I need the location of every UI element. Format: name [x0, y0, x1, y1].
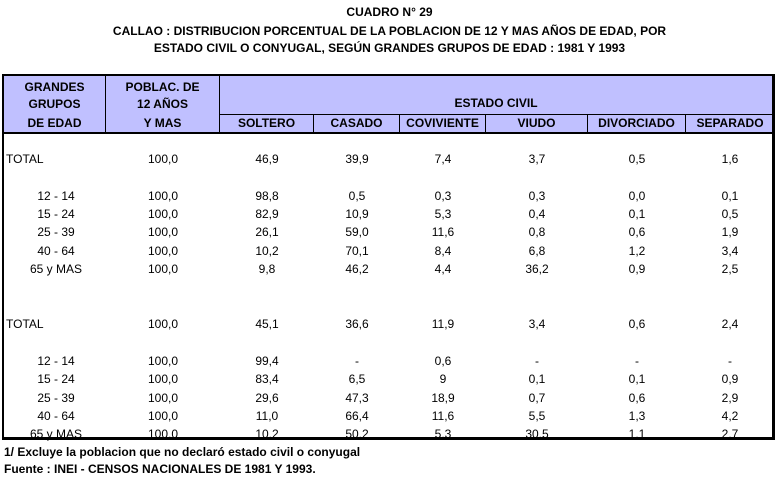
- cell-value: 0,9: [628, 262, 646, 276]
- cell-value: 100,0: [147, 244, 179, 258]
- table-row: [4, 152, 772, 168]
- cell-value: 66,4: [345, 409, 369, 423]
- cell-value: -: [635, 354, 639, 368]
- cell-value: 4,4: [434, 262, 452, 276]
- cell-value: 1,9: [721, 225, 739, 239]
- cell-value: 0,5: [348, 189, 366, 203]
- header-poblacion: [106, 76, 220, 132]
- cell-value: 39,9: [345, 152, 369, 166]
- cell-value: 0,3: [528, 189, 546, 203]
- header-estado-civil: ESTADO CIVIL: [454, 96, 538, 110]
- header-line: GRANDES: [24, 80, 85, 94]
- cell-value: 100,0: [147, 189, 179, 203]
- table-title-line2: ESTADO CIVIL O CONYUGAL, SEGÚN GRANDES GRUPOS DE EDAD : 1981 Y 1993: [153, 41, 626, 55]
- cell-value: 100,0: [147, 354, 179, 368]
- row-label: TOTAL: [6, 317, 44, 331]
- table-row: [4, 391, 772, 407]
- cell-value: -: [728, 354, 732, 368]
- table-row: [4, 317, 772, 333]
- cell-value: 8,4: [434, 244, 452, 258]
- cell-value: 0,1: [721, 189, 739, 203]
- row-label: 65 y MAS: [29, 427, 83, 441]
- cell-value: 0,9: [721, 372, 739, 386]
- cell-value: 5,3: [434, 427, 452, 441]
- cell-value: 0,7: [528, 391, 546, 405]
- cell-value: 0,4: [528, 207, 546, 221]
- row-label: 40 - 64: [37, 244, 75, 258]
- row-label: TOTAL: [6, 152, 44, 166]
- cell-value: 46,9: [255, 152, 279, 166]
- table-row: [4, 225, 772, 241]
- cell-value: 0,0: [628, 189, 646, 203]
- cell-value: 11,9: [431, 317, 455, 331]
- cell-value: 83,4: [255, 372, 279, 386]
- header-soltero: SOLTERO: [220, 114, 314, 132]
- cell-value: 18,9: [431, 391, 455, 405]
- row-label: 15 - 24: [37, 372, 75, 386]
- header-divorciado: DIVORCIADO: [588, 114, 686, 132]
- cell-value: 3,4: [721, 244, 739, 258]
- header-grupos-edad: [4, 76, 106, 132]
- cell-value: 2,4: [721, 317, 739, 331]
- cell-value: 0,6: [628, 317, 646, 331]
- table-header: [4, 76, 772, 134]
- cell-value: 100,0: [147, 372, 179, 386]
- row-label: 40 - 64: [37, 409, 75, 423]
- cell-value: 0,1: [628, 207, 646, 221]
- cell-value: 45,1: [255, 317, 279, 331]
- header-separado: SEPARADO: [686, 114, 774, 132]
- cell-value: 5,5: [528, 409, 546, 423]
- table-row: [4, 409, 772, 425]
- cell-value: 29,6: [255, 391, 279, 405]
- cell-value: 0,6: [628, 391, 646, 405]
- table-row: [4, 207, 772, 223]
- cell-value: 11,0: [255, 409, 279, 423]
- cell-value: 0,6: [434, 354, 452, 368]
- row-label: 12 - 14: [37, 354, 75, 368]
- header-line: 12 AÑOS: [137, 97, 188, 111]
- cell-value: 50,2: [345, 427, 369, 441]
- cell-value: 100,0: [147, 207, 179, 221]
- cell-value: 0,1: [628, 372, 646, 386]
- cell-value: 47,3: [345, 391, 369, 405]
- table-number: CUADRO N° 29: [346, 5, 433, 19]
- cell-value: 46,2: [345, 262, 369, 276]
- cell-value: 11,6: [431, 225, 455, 239]
- cell-value: -: [535, 354, 539, 368]
- table-title-line1: CALLAO : DISTRIBUCION PORCENTUAL DE LA POBLACION DE 12 Y MAS AÑOS DE EDAD, POR: [112, 24, 667, 38]
- cell-value: 70,1: [345, 244, 369, 258]
- cell-value: 100,0: [147, 409, 179, 423]
- row-label: 15 - 24: [37, 207, 75, 221]
- header-line: POBLAC. DE: [125, 80, 200, 94]
- cell-value: -: [355, 354, 359, 368]
- row-label: 25 - 39: [37, 225, 75, 239]
- header-line: Y MAS: [143, 116, 182, 130]
- cell-value: 0,5: [628, 152, 646, 166]
- cell-value: 0,5: [721, 207, 739, 221]
- table-row: [4, 427, 772, 443]
- cell-value: 100,0: [147, 262, 179, 276]
- cell-value: 0,6: [628, 225, 646, 239]
- cell-value: 10,2: [255, 244, 279, 258]
- table-row: [4, 372, 772, 388]
- cell-value: 0,3: [434, 189, 452, 203]
- table-row: [4, 189, 772, 205]
- row-label: 12 - 14: [37, 189, 75, 203]
- cell-value: 100,0: [147, 317, 179, 331]
- cell-value: 1,3: [628, 409, 646, 423]
- cell-value: 98,8: [255, 189, 279, 203]
- cell-value: 1,6: [721, 152, 739, 166]
- cell-value: 1,2: [628, 244, 646, 258]
- cell-value: 59,0: [345, 225, 369, 239]
- cell-value: 10,9: [345, 207, 369, 221]
- cell-value: 6,8: [528, 244, 546, 258]
- cell-value: 2,7: [721, 427, 739, 441]
- row-label: 65 y MAS: [29, 262, 83, 276]
- cell-value: 30,5: [525, 427, 549, 441]
- cell-value: 100,0: [147, 427, 179, 441]
- header-line: DE EDAD: [27, 116, 82, 130]
- cell-value: 82,9: [255, 207, 279, 221]
- cell-value: 36,2: [525, 262, 549, 276]
- cell-value: 99,4: [255, 354, 279, 368]
- cell-value: 0,8: [528, 225, 546, 239]
- cell-value: 4,2: [721, 409, 739, 423]
- cell-value: 2,9: [721, 391, 739, 405]
- cell-value: 3,7: [528, 152, 546, 166]
- table-row: [4, 354, 772, 370]
- data-table: [2, 74, 775, 440]
- cell-value: 6,5: [348, 372, 366, 386]
- cell-value: 10,2: [255, 427, 279, 441]
- header-coviviente: COVIVIENTE: [400, 114, 486, 132]
- cell-value: 100,0: [147, 391, 179, 405]
- row-label: 25 - 39: [37, 391, 75, 405]
- cell-value: 5,3: [434, 207, 452, 221]
- header-casado: CASADO: [314, 114, 400, 132]
- cell-value: 36,6: [345, 317, 369, 331]
- cell-value: 0,1: [528, 372, 546, 386]
- header-viudo: VIUDO: [486, 114, 588, 132]
- cell-value: 2,5: [721, 262, 739, 276]
- cell-value: 11,6: [431, 409, 455, 423]
- cell-value: 3,4: [528, 317, 546, 331]
- cell-value: 26,1: [255, 225, 279, 239]
- table-row: [4, 244, 772, 260]
- cell-value: 7,4: [434, 152, 452, 166]
- header-line: GRUPOS: [28, 97, 81, 111]
- cell-value: 1,1: [628, 427, 646, 441]
- table-row: [4, 262, 772, 278]
- cell-value: 100,0: [147, 152, 179, 166]
- footnote: 1/ Excluye la poblacion que no declaró estado civil o conyugal: [4, 445, 361, 459]
- cell-value: 9,8: [258, 262, 276, 276]
- cell-value: 100,0: [147, 225, 179, 239]
- source-note: Fuente : INEI - CENSOS NACIONALES DE 1981 Y 1993.: [4, 462, 316, 476]
- cell-value: 9: [439, 372, 447, 386]
